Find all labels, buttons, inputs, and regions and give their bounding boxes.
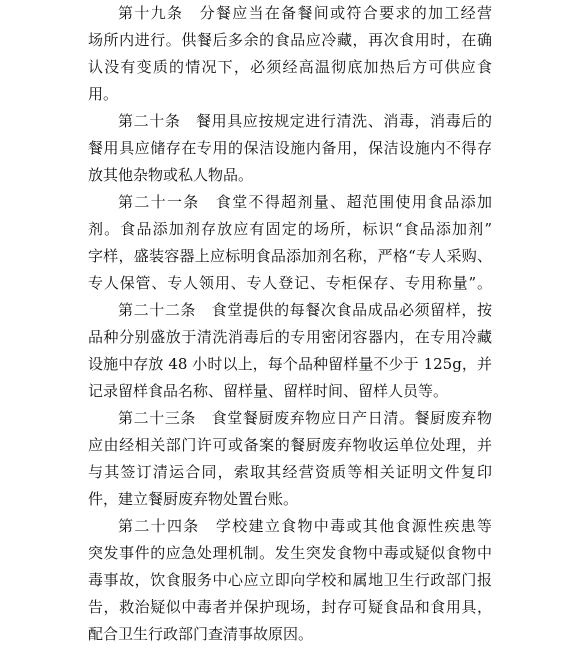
text-line: 剂。食品添加剂存放应有固定的场所，标识“食品添加剂”	[88, 220, 492, 238]
article-20	[88, 108, 492, 189]
article-21	[88, 189, 492, 297]
article-23	[88, 405, 492, 513]
text-line: 设施中存放 48 小时以上，每个品种留样量不少于 125g，并	[88, 355, 492, 373]
text-line: 第二十四条 学校建立食物中毒或其他食源性疾患等	[118, 517, 492, 535]
text-line: 认没有变质的情况下，必须经高温彻底加热后方可供应食	[88, 58, 492, 76]
text-line: 配合卫生行政部门查清事故原因。	[88, 625, 314, 643]
document-body	[88, 0, 492, 648]
text-line: 专人保管、专人领用、专人登记、专柜保存、专用称量”。	[88, 274, 492, 292]
text-line: 第二十条 餐用具应按规定进行清洗、消毒，消毒后的	[118, 112, 492, 130]
article-24	[88, 513, 492, 648]
article-22	[88, 297, 492, 405]
text-line: 应由经相关部门许可或备案的餐厨废弃物收运单位处理，并	[88, 436, 492, 454]
text-line: 放其他杂物或私人物品。	[88, 166, 254, 184]
text-line: 毒事故，饮食服务中心应立即向学校和属地卫生行政部门报	[88, 571, 492, 589]
text-line: 场所内进行。供餐后多余的食品应冷藏，再次食用时，在确	[88, 31, 492, 49]
text-line: 餐用具应储存在专用的保洁设施内备用，保洁设施内不得存	[88, 139, 492, 157]
text-line: 第二十三条 食堂餐厨废弃物应日产日清。餐厨废弃物	[118, 409, 492, 427]
text-line: 第十九条 分餐应当在备餐间或符合要求的加工经营	[118, 4, 492, 22]
text-line: 字样，盛装容器上应标明食品添加剂名称，严格“专人采购、	[88, 247, 492, 265]
text-line: 突发事件的应急处理机制。发生突发食物中毒或疑似食物中	[88, 544, 492, 562]
article-19	[88, 0, 492, 108]
text-line: 记录留样食品名称、留样量、留样时间、留样人员等。	[88, 382, 449, 400]
text-line: 件，建立餐厨废弃物处置台账。	[88, 490, 299, 508]
text-line: 品种分别盛放于清洗消毒后的专用密闭容器内，在专用冷藏	[88, 328, 492, 346]
text-line: 第二十二条 食堂提供的每餐次食品成品必须留样，按	[118, 301, 492, 319]
text-line: 第二十一条 食堂不得超剂量、超范围使用食品添加	[118, 193, 492, 211]
text-line: 告，救治疑似中毒者并保护现场，封存可疑食品和食用具，	[88, 598, 492, 616]
text-line: 用。	[88, 85, 119, 103]
text-line: 与其签订清运合同，索取其经营资质等相关证明文件复印	[88, 463, 492, 481]
